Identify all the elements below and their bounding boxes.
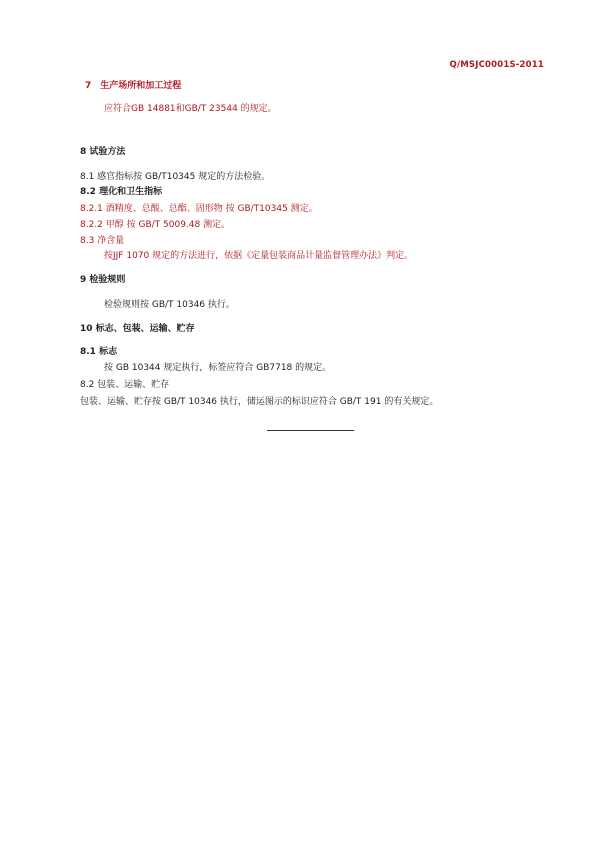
end-divider <box>267 430 354 431</box>
section-7-title: 7 生产场所和加工过程 <box>85 81 182 91</box>
section-8-2-1: 8.2.1 酒精度、总酸、总酯、固形物 按 GB/T10345 测定。 <box>80 204 318 214</box>
section-packaging-title: 8.2 包装、运输、贮存 <box>80 380 170 390</box>
section-labeling-title: 8.1 标志 <box>80 347 118 357</box>
section-7-body: 应符合GB 14881和GB/T 23544 的规定。 <box>104 104 277 114</box>
section-8-2-title: 8.2 理化和卫生指标 <box>80 187 163 197</box>
section-8-3-title: 8.3 净含量 <box>80 236 125 246</box>
section-packaging-body: 包装、运输、贮存按 GB/T 10346 执行，储运图示的标识应符合 GB/T 191 的有关规定。 <box>80 397 439 407</box>
section-9-body: 检验规则按 GB/T 10346 执行。 <box>104 300 235 310</box>
section-8-1: 8.1 感官指标按 GB/T10345 规定的方法检验。 <box>80 172 271 182</box>
document-code: Q/MSJC0001S-2011 <box>449 60 544 70</box>
section-9-title: 9 检验规则 <box>80 275 126 285</box>
section-8-3-body: 按JJF 1070 规定的方法进行，依据《定量包装商品计量监督管理办法》判定。 <box>104 251 414 261</box>
section-10-title: 10 标志、包装、运输、贮存 <box>80 324 195 334</box>
section-labeling-body: 按 GB 10344 规定执行，标签应符合 GB7718 的规定。 <box>104 363 332 373</box>
section-8-2-2: 8.2.2 甲醇 按 GB/T 5009.48 测定。 <box>80 220 231 230</box>
section-8-title: 8 试验方法 <box>80 147 126 157</box>
